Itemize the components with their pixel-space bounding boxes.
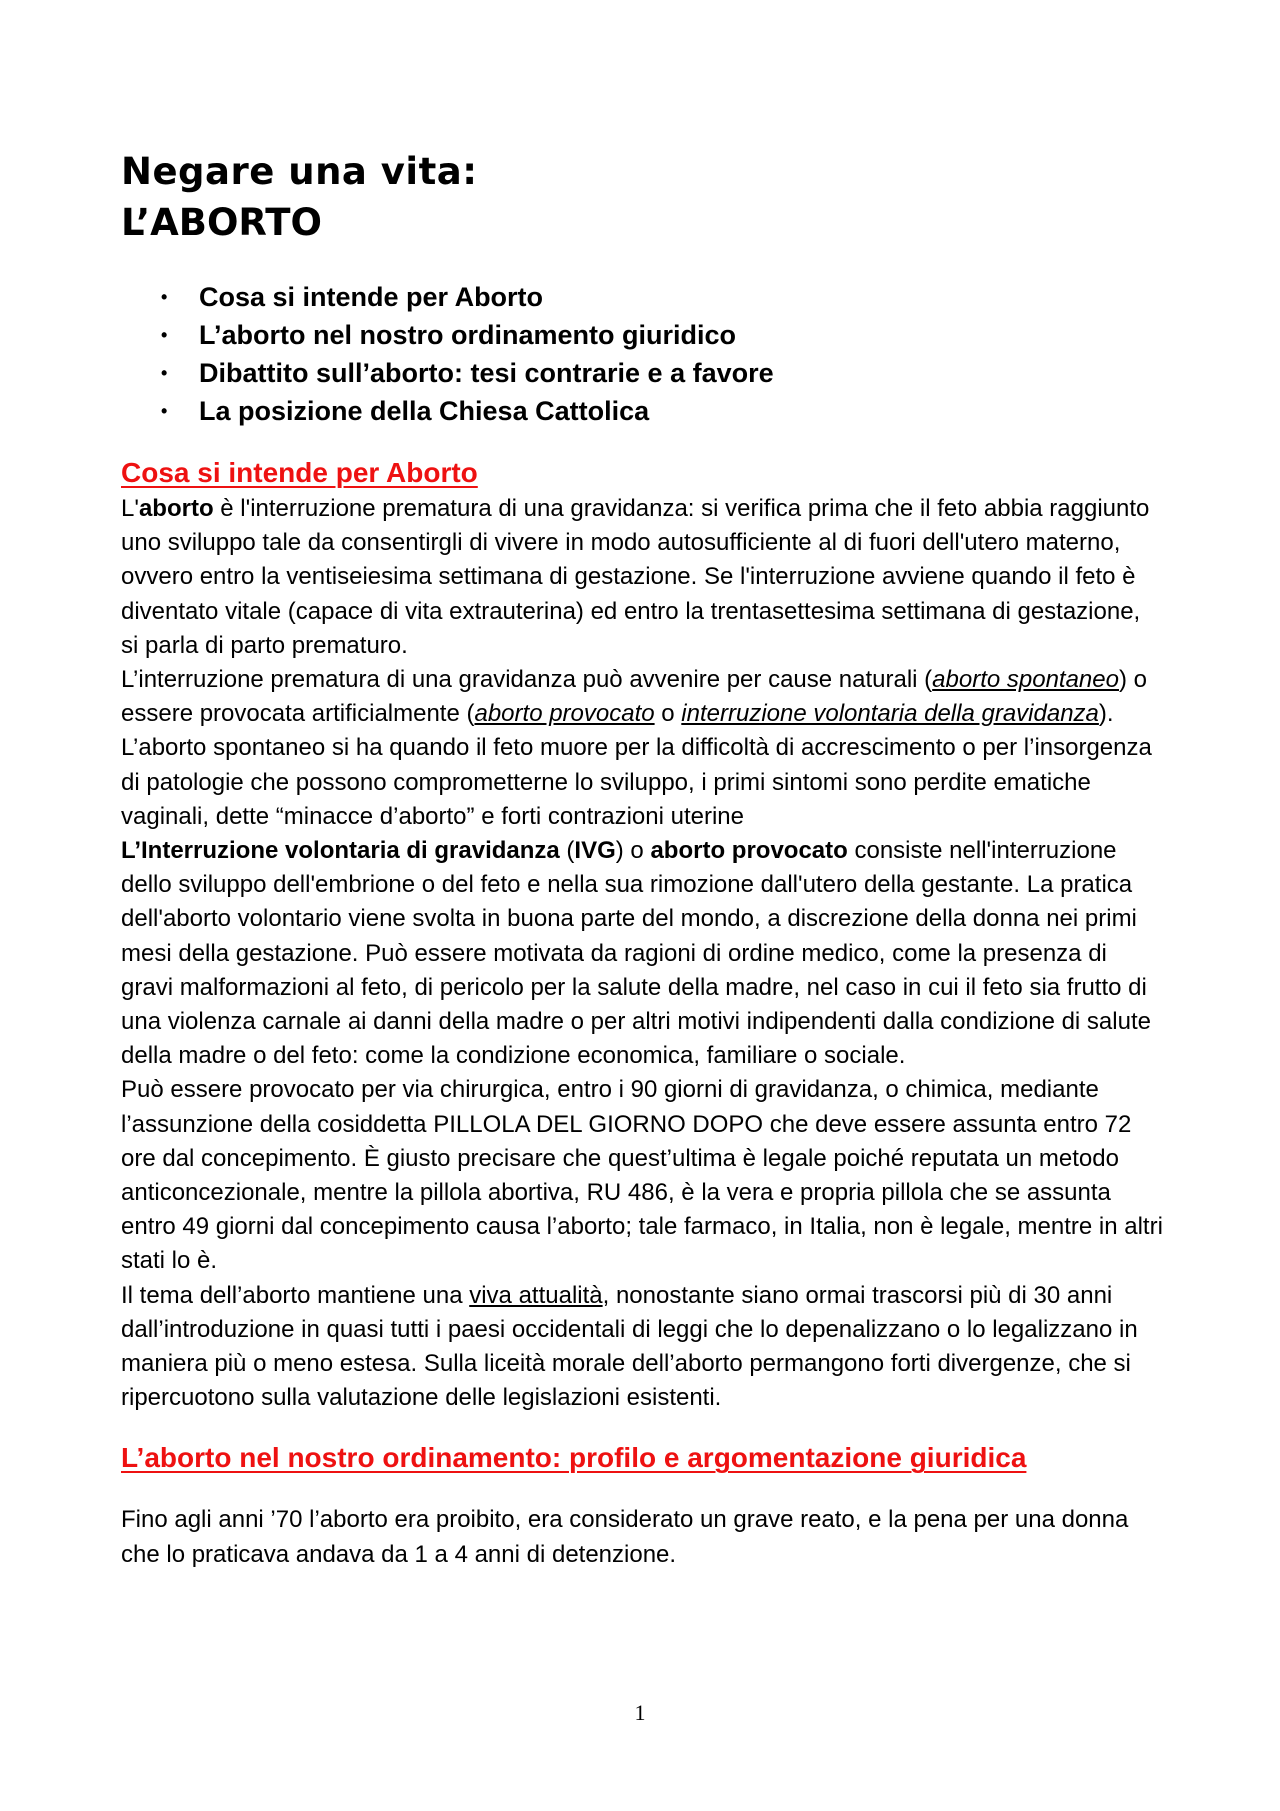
toc-item: • La posizione della Chiesa Cattolica	[161, 392, 1163, 430]
page-number: 1	[634, 1700, 646, 1725]
paragraph-history: Fino agli anni ’70 l’aborto era proibito, era considerato un grave reato, e la pena per una donna che lo praticava andava da 1 a 4 anni di detenzione.	[121, 1506, 1129, 1568]
document-page	[121, 148, 1163, 1572]
bullet-icon: •	[161, 325, 168, 345]
toc-item: • Dibattito sull’aborto: tesi contrarie e a favore	[161, 354, 1163, 392]
paragraph-methods: Può essere provocato per via chirurgica, entro i 90 giorni di gravidanza, o chimica, mediante l’assunzione della cosiddetta PILLOLA DEL GIORNO DOPO che deve essere assunta entro 72 ore dal concepimento. È giusto precisare che quest’ultima è legale poiché reputata un metodo anticoncezionale, mentre la pillola abortiva, RU 486, è la vera e propria pillola che se assunta entro 49 giorni dal concepimento causa l’aborto; tale farmaco, in Italia, non è legale, mentre in altri stati lo è.	[121, 1076, 1163, 1275]
link-aborto-provocato[interactable]: aborto provocato	[474, 700, 655, 728]
section-heading-definition: Cosa si intende per Aborto	[121, 457, 478, 488]
link-aborto-spontaneo[interactable]: aborto spontaneo	[932, 666, 1119, 694]
bullet-icon: •	[161, 401, 168, 421]
document-title-line1: Negare una vita:	[121, 150, 478, 193]
bullet-icon: •	[161, 287, 168, 307]
toc-item: • L’aborto nel nostro ordinamento giuridico	[161, 316, 1163, 354]
link-viva-attualita[interactable]: viva attualità	[469, 1281, 603, 1309]
paragraph-definition: L'aborto è l'interruzione prematura di una gravidanza: si verifica prima che il feto abbia raggiunto uno sviluppo tale da consentirgli di vivere in modo autosufficiente al di fuori dell'utero materno, ovvero entro la ventiseiesima settimana di gestazione. Se l'interruzione avviene quando il feto è diventato vitale (capace di vita extrauterina) ed entro la trentasettesima settimana di gestazione, si parla di parto prematuro.	[121, 495, 1150, 659]
section-heading-ordinamento: L’aborto nel nostro ordinamento: profilo e argomentazione giuridica	[121, 1442, 1027, 1474]
table-of-contents	[121, 278, 1163, 430]
paragraph-ivg: L’Interruzione volontaria di gravidanza (IVG) o aborto provocato consiste nell'interruzione dello sviluppo dell'embrione o del feto e nella sua rimozione dall'utero della gestante. La pratica dell'aborto volontario viene svolta in buona parte del mondo, a discrezione della donna nei primi mesi della gestazione. Può essere motivata da ragioni di ordine medico, come la presenza di gravi malformazioni al feto, di pericolo per la salute della madre, nel caso in cui il feto sia frutto di una violenza carnale ai danni della madre o per altri motivi indipendenti dalla condizione di salute della madre o del feto: come la condizione economica, familiare o sociale.	[121, 837, 1151, 1070]
toc-item: • Cosa si intende per Aborto	[161, 278, 1163, 316]
paragraph-types: L’interruzione prematura di una gravidanza può avvenire per cause naturali (aborto spontaneo) o essere provocata artificialmente (aborto provocato o interruzione volontaria della gravidanza). L’aborto spontaneo si ha quando il feto muore per la difficoltà di accrescimento o per l’insorgenza di patologie che possono comprometterne lo sviluppo, i primi sintomi sono perdite ematiche vaginali, dette “minacce d’aborto” e forti contrazioni uterine	[121, 666, 1152, 830]
bullet-icon: •	[161, 363, 168, 383]
paragraph-actuality: Il tema dell’aborto mantiene una viva attualità, nonostante siano ormai trascorsi più di 30 anni dall’introduzione in quasi tutti i paesi occidentali di leggi che lo depenalizzano o lo legalizzano in maniera più o meno estesa. Sulla liceità morale dell’aborto permangono forti divergenze, che si ripercuotono sulla valutazione delle legislazioni esistenti.	[121, 1281, 1138, 1412]
document-title-line2: L’ABORTO	[121, 201, 322, 244]
link-interruzione-volontaria[interactable]: interruzione volontaria della gravidanza	[681, 700, 1099, 728]
